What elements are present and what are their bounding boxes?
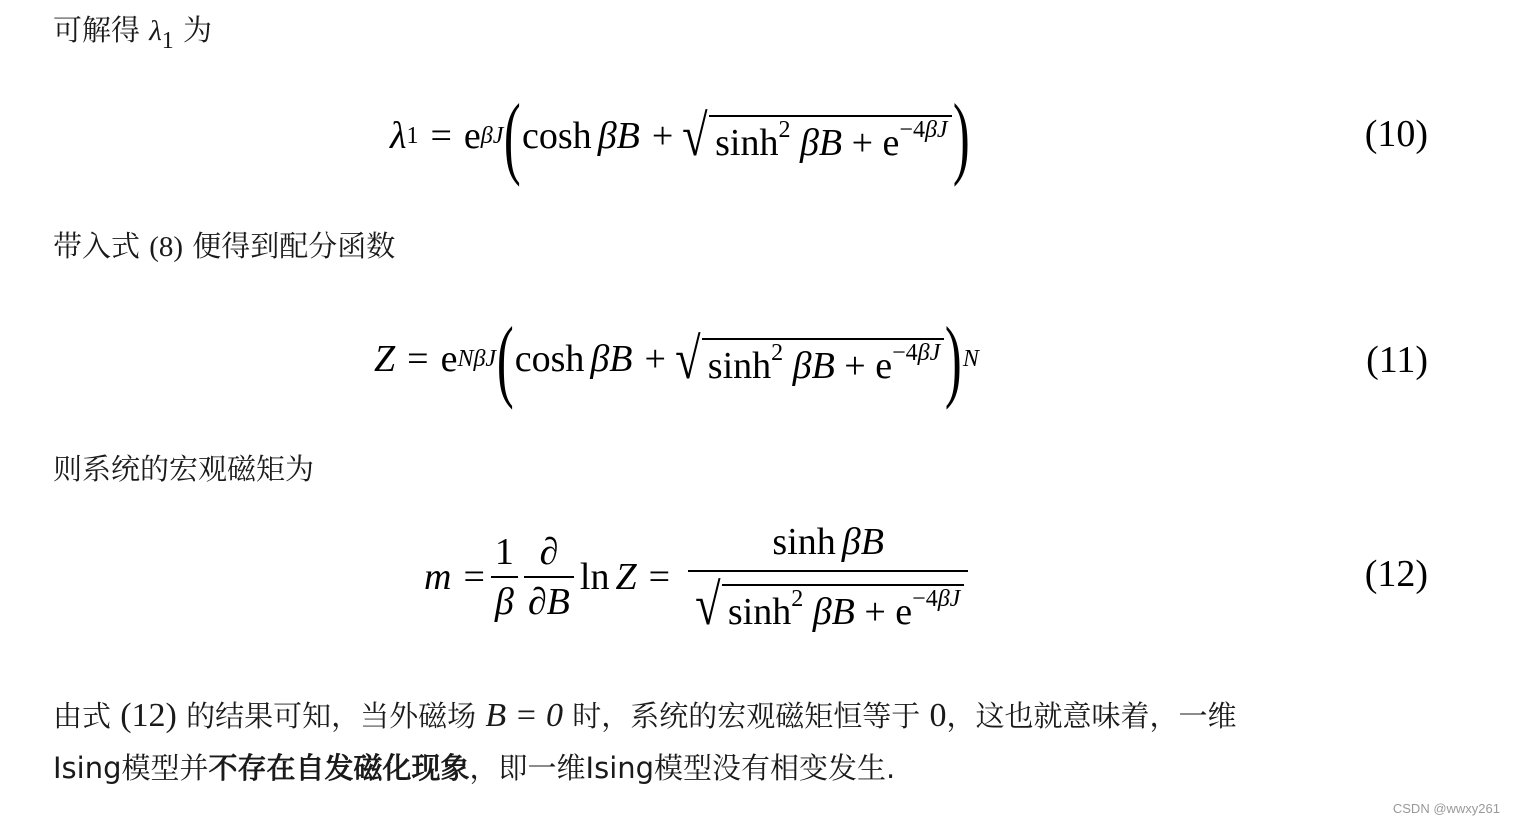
- conclusion-line-1: 由式 (12) 的结果可知，当外磁场 B = 0 时，系统的宏观磁矩恒等于 0，这也就意味着，一维: [53, 697, 1237, 734]
- equation-number-11: (11): [1366, 339, 1428, 381]
- intro-line-magnetization: 则系统的宏观磁矩为: [53, 452, 315, 486]
- zero-value: 0: [929, 697, 947, 734]
- equation-number-10: (10): [1364, 113, 1428, 155]
- equation-ref-8: (8): [149, 231, 184, 263]
- equation-ref-12: (12): [120, 697, 177, 734]
- condition-b-zero: B = 0: [485, 697, 564, 734]
- lambda-inline: $\lambda_1$: [149, 15, 174, 54]
- equation-12: m = $\frac{1}{\beta}$ $\frac{\partial}{\partial B}$ ln Z = sinh βB √ $\sinh^2 \beta B + e^{-4\beta J}$ (12): [424, 521, 1428, 637]
- intro-line-partition: 带入式 (8) 便得到配分函数: [53, 229, 396, 263]
- intro-line-lambda: 可解得 $\lambda_1$ 为: [53, 13, 213, 54]
- bold-phrase: 不存在自发磁化现象: [208, 751, 470, 785]
- equation-number-12: (12): [1364, 553, 1428, 595]
- conclusion-line-2: Ising模型并不存在自发磁化现象，即一维Ising模型没有相变发生.: [53, 751, 896, 785]
- equation-10: λ 1 = e βJ ( cosh βB + √ $\sinh^2 \beta B + e^{-4\beta J}$ ) (10): [390, 85, 1428, 187]
- equation-11: Z = e NβJ ( cosh βB + √ $\sinh^2 \beta B + e^{-4\beta J}$ ) N (11): [374, 308, 1428, 410]
- watermark: CSDN @wwxy261: [1392, 801, 1500, 816]
